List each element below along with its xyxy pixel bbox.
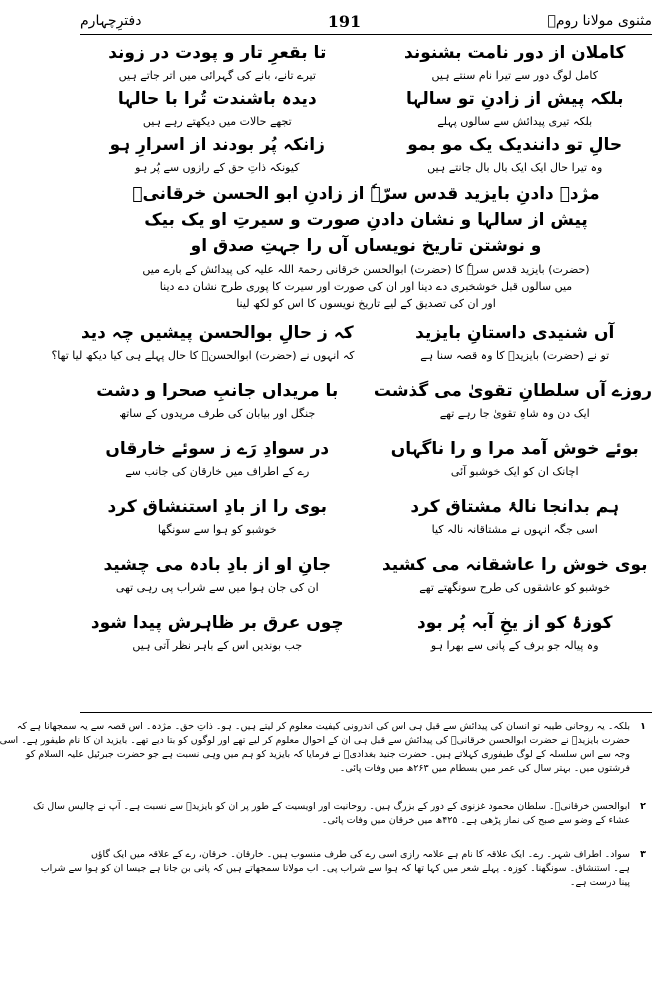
verse-hemistich: در سوادِ رَے ز سوئے خارقاں — [105, 439, 330, 459]
footnote-line: سواد۔ اطراف شہر۔ رے۔ ایک علاقہ کا نام ہے علامہ رازی اسی رے کی طرف منسوب ہیں۔ خارقان۔ خرقان، رے کے علاقہ میں ایک گاؤں — [90, 849, 630, 860]
translation-line — [80, 406, 652, 421]
verse-hemistich: با مریداں جانبِ صحرا و دشت — [96, 381, 339, 401]
translation-text: ایک دن وہ شاہِ تقویٰ جا رہے تھے — [439, 407, 590, 420]
verse-hemistich: جانِ او از بادِ بادہ می چشید — [103, 555, 332, 575]
footnote-marker: ۱ — [640, 721, 646, 732]
section-heading-verse: مژدہ دادنِ بایزید قدس سرّہٗ از زادنِ ابو الحسن خرقانیؒ — [132, 184, 600, 204]
translation-text: خوشبو کو ہوا سے سونگھا — [157, 523, 277, 536]
verse-line — [80, 88, 652, 110]
translation-text: کیونکہ ذاتِ حق کے رازوں سے پُر ہو — [135, 161, 300, 174]
translation-line — [80, 522, 652, 537]
verse-hemistich: بوئے خوش آمد مرا و را ناگہاں — [390, 439, 639, 459]
verse-hemistich: آں شنیدی داستانِ بایزید — [415, 323, 615, 343]
page-number: 191 — [327, 11, 362, 31]
translation-text: تو نے (حضرت) بایزیدؒ کا وہ قصہ سنا ہے — [420, 349, 610, 362]
translation-line — [80, 580, 652, 595]
footnote-divider — [80, 712, 652, 713]
translation-line — [80, 68, 652, 83]
verse-line — [80, 496, 652, 518]
section-heading-translation: (حضرت) بایزید قدس سرہٗ کا (حضرت) ابوالحسن خرقانی رحمۃ اللہ علیہ کی پیدائش کے بارے میں — [142, 263, 590, 276]
verse-line — [80, 554, 652, 576]
verse-hemistich: بوی را از بادِ استنشاق کرد — [107, 497, 327, 517]
verse-hemistich: دیدہ باشندت تُرا با حالہا — [117, 89, 317, 109]
footnote-line: ابوالحسن خرقانیؒ۔ سلطان محمود غزنوی کے دور کے بزرگ ہیں۔ روحانیت اور اویسیت کے طور پر ان کو بایزیدؒ سے نسبت ہے۔ آپ نے چالیس سال تک — [33, 801, 630, 812]
translation-text: وہ تیرا حال ایک ایک بال بال جانتے ہیں — [427, 161, 603, 174]
book-title: مثنوی مولانا رومؒ — [547, 13, 652, 29]
footnote — [0, 720, 652, 776]
section-heading-verse: پیش از سالہا و نشان دادنِ صورت و سیرتِ او یک بیک — [144, 210, 588, 230]
page-header — [80, 8, 652, 34]
translation-text: اچانک ان کو ایک خوشبو آئی — [450, 465, 579, 478]
verse-line — [80, 42, 652, 64]
verse-hemistich: کہ ز حالِ بوالحسن پیشیں چہ دید — [80, 323, 354, 343]
translation-text: جنگل اور بیابان کی طرف مریدوں کے ساتھ — [119, 407, 316, 420]
verse-hemistich: زانکہ پُر بودند از اسرارِ ہو — [109, 135, 325, 155]
footnote — [33, 800, 652, 828]
translation-line — [80, 638, 652, 653]
verse-line — [80, 380, 652, 402]
verse-line — [80, 134, 652, 156]
verse-hemistich: ہم بدانجا نالۂ مشتاق کرد — [410, 497, 620, 517]
verse-hemistich: تا بقعرِ تار و پودت در زوند — [108, 43, 327, 63]
translation-line — [80, 464, 652, 479]
verse-hemistich: حالِ تو دانندیک یک مو بمو — [407, 135, 623, 155]
footnote-marker: ۲ — [640, 801, 646, 812]
verse-hemistich: بوی خوش را عاشقانہ می کشید — [381, 555, 648, 575]
translation-line — [80, 160, 652, 175]
verse-line — [80, 438, 652, 460]
verse-hemistich: کاملان از دور نامت بشنوند — [404, 43, 626, 63]
verse-hemistich: چوں عرق بر ظاہرش پیدا شود — [90, 613, 344, 633]
section-heading-translation: اور ان کی تصدیق کے لیے تاریخ نویسوں کا اس کو لکھ لینا — [236, 297, 496, 310]
translation-text: اسی جگہ انہوں نے مشتاقانہ نالہ کیا — [431, 523, 598, 536]
footnote-line: عشاء کے وضو سے صبح کی نماز پڑھی ہے۔ ۴۲۵ھ میں خرقان میں وفات پائی۔ — [321, 815, 630, 826]
verse-hemistich: روزے آں سلطانِ تقویٰ می گذشت — [373, 381, 652, 401]
translation-line — [51, 348, 652, 363]
translation-text: تیرے تانے، بانے کی گہرائی میں اتر جاتے ہیں — [118, 69, 316, 82]
header-divider — [80, 34, 652, 35]
footnote-line: بلکہ۔ یہ روحانی طیبہ تو انسان کی پیدائش سے قبل ہی اس کی اندرونی کیفیت معلوم کر لیتے ہیں۔ ہو۔ ذاتِ حق۔ مژدہ۔ اس قصہ سے یہ سمجھانا ہے کہ — [16, 721, 630, 732]
translation-text: کہ انہوں نے (حضرت) ابوالحسنؒ کا حال پہلے ہی کیا دیکھ لیا تھا؟ — [51, 349, 355, 362]
volume-title: دفترِچہارم — [80, 13, 142, 29]
translation-text: وہ پیالہ جو برف کے پانی سے بھرا ہو — [430, 639, 599, 652]
footnote-marker: ۳ — [640, 849, 646, 860]
verse-hemistich: بلکہ پیش از زادنِ تو سالہا — [406, 89, 624, 109]
verse-line — [80, 322, 652, 344]
translation-line — [80, 114, 652, 129]
translation-text: ان کی جان ہوا میں سے شراب پی رہی تھی — [115, 581, 319, 594]
translation-text: تجھے حالات میں دیکھتے رہے ہیں — [142, 115, 292, 128]
translation-text: کامل لوگ دور سے تیرا نام سنتے ہیں — [431, 69, 598, 82]
footnote-line: پینا درست ہے۔ — [569, 877, 630, 888]
footnote-line: وجہ سے اس سلسلہ کے لوگ طیفوری کہلاتے ہیں۔ حضرت جنید بغدادیؒ نے فرمایا کہ بایزید کو ہم میں وہی نسبت ہے جو حضرت جبرئیل علیہ السلام کو — [25, 749, 630, 760]
translation-text: جب بوندیں اس کے باہر نظر آتی ہیں — [132, 639, 303, 652]
footnote-line: ہے۔ استنشاق۔ سونگھنا۔ کوزہ۔ پہلے شعر میں کہا تھا کہ ہوا سے شراب پی۔ اب مولانا سمجھاتے ہیں کہ پانی بن جانا ہے جیسا ان کو ہوا سے شراب — [40, 863, 630, 874]
translation-text: رے کے اطراف میں خارقان کی جانب سے — [125, 465, 310, 478]
footnote — [40, 848, 652, 890]
verse-hemistich: کوزۂ کو از یخِ آبہ پُر بود — [416, 613, 613, 633]
footnote-line: فرشتوں میں۔ بہتر سال کی عمر میں بسطام میں ۲۶۳ھ میں وفات پائی۔ — [339, 763, 630, 774]
translation-text: خوشبو کو عاشقوں کی طرح سونگھتے تھے — [419, 581, 611, 594]
verse-line — [80, 612, 652, 634]
translation-text: بلکہ تیری پیدائش سے سالوں پہلے — [437, 115, 593, 128]
section-heading-translation: میں سالوں قبل خوشخبری دے دینا اور ان کی صورت اور سیرت کا پوری طرح نشان دے دینا — [159, 280, 573, 293]
footnote-line: حضرت بایزیدؒ نے حضرت ابوالحسن خرقانیؒ کی پیدائش سے قبل ہی ان کے احوال معلوم کر لیے تھے اور لوگوں کو بتا دیے تھے۔ بایزید ان کا نام طیفور ہے۔ اسی — [0, 735, 630, 746]
section-heading-verse: و نوشتن تاریخ نویساں آں را جہتِ صدق او — [190, 236, 542, 256]
